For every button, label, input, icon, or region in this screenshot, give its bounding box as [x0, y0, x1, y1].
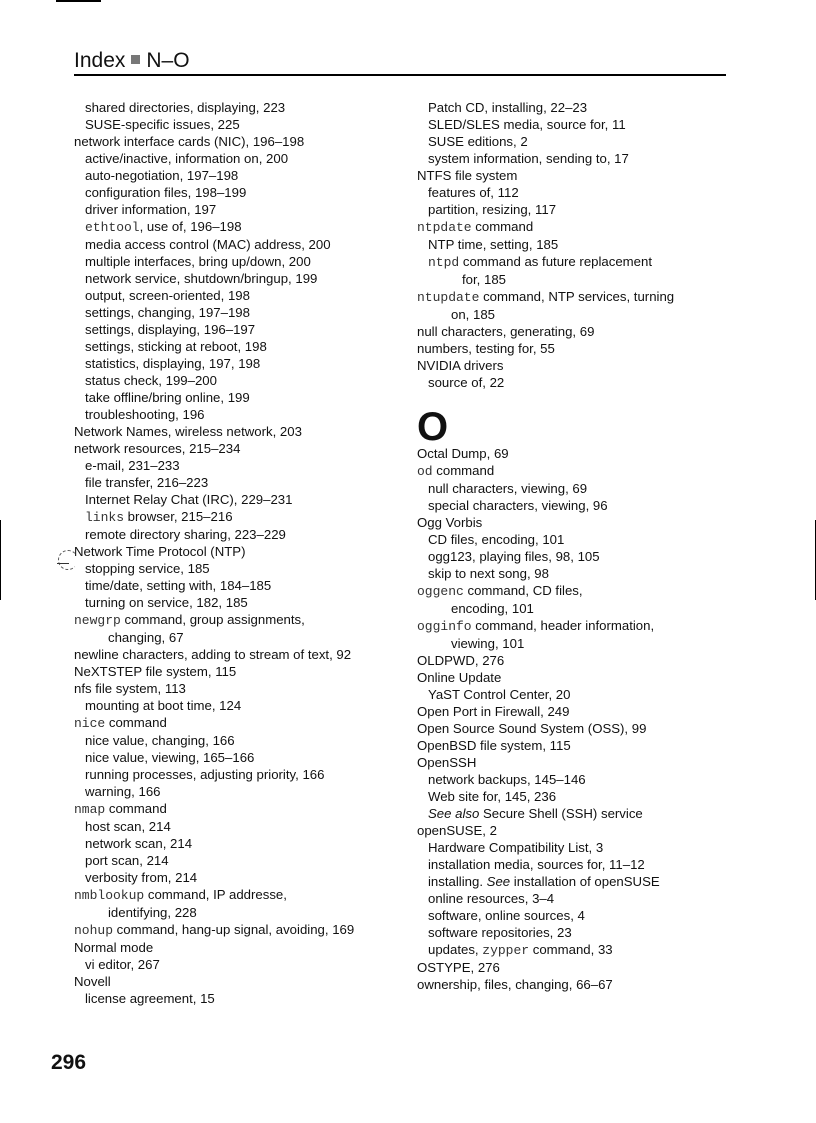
entry-text: OpenBSD file system, 115: [417, 738, 571, 753]
entry-text: Novell: [74, 974, 111, 989]
index-entry: [417, 374, 737, 391]
header-rule: [74, 74, 726, 76]
entry-text: turning on service, 182, 185: [85, 595, 248, 610]
index-entry: [74, 990, 404, 1007]
entry-text: openSUSE, 2: [417, 823, 497, 838]
index-entry: [74, 474, 404, 491]
command-name: od: [417, 464, 433, 479]
entry-text: command, 33: [529, 942, 613, 957]
index-entry: [74, 372, 404, 389]
command-name: ethtool: [85, 220, 140, 235]
entry-text: warning, 166: [85, 784, 161, 799]
entry-text: settings, sticking at reboot, 198: [85, 339, 267, 354]
index-entry: [417, 737, 737, 754]
command-name: newgrp: [74, 613, 121, 628]
entry-text: OLDPWD, 276: [417, 653, 505, 668]
command-name: ntpdate: [417, 220, 472, 235]
entry-text: Patch CD, installing, 22–23: [428, 100, 588, 115]
entry-text: network resources, 215–234: [74, 441, 241, 456]
entry-text: driver information, 197: [85, 202, 217, 217]
entry-text: software, online sources, 4: [428, 908, 585, 923]
index-entry: [417, 635, 737, 652]
entry-text: troubleshooting, 196: [85, 407, 205, 422]
index-entry: [74, 835, 404, 852]
entry-text: active/inactive, information on, 200: [85, 151, 289, 166]
index-entry: [74, 253, 404, 270]
index-entry: [74, 680, 404, 697]
index-entry: [74, 526, 404, 543]
entry-text: vi editor, 267: [85, 957, 160, 972]
index-entry: [74, 818, 404, 835]
entry-text: auto-negotiation, 197–198: [85, 168, 239, 183]
margin-dash-mark: [57, 563, 69, 564]
entry-text: running processes, adjusting priority, 166: [85, 767, 325, 782]
command-name: ogginfo: [417, 619, 472, 634]
entry-text: verbosity from, 214: [85, 870, 198, 885]
index-entry: [74, 184, 404, 201]
entry-text: statistics, displaying, 197, 198: [85, 356, 261, 371]
index-entry: [74, 389, 404, 406]
index-entry: [74, 218, 404, 236]
entry-text: Network Names, wireless network, 203: [74, 424, 302, 439]
entry-text: YaST Control Center, 20: [428, 687, 571, 702]
index-entry: [74, 150, 404, 167]
index-entry: [417, 167, 737, 184]
entry-text: command, hang-up signal, avoiding, 169: [113, 922, 355, 937]
entry-text: remote directory sharing, 223–229: [85, 527, 286, 542]
entry-text: Online Update: [417, 670, 502, 685]
index-entry: [74, 440, 404, 457]
entry-text: NeXTSTEP file system, 115: [74, 664, 237, 679]
left-crop-mark: [0, 520, 1, 600]
entry-text: time/date, setting with, 184–185: [85, 578, 272, 593]
entry-text: partition, resizing, 117: [428, 202, 557, 217]
index-entry: [417, 462, 737, 480]
entry-text: media access control (MAC) address, 200: [85, 237, 331, 252]
entry-text: command: [432, 463, 495, 478]
index-entry: [417, 941, 737, 959]
command-name: nmblookup: [74, 888, 145, 903]
entry-text: Normal mode: [74, 940, 154, 955]
entry-text: encoding, 101: [451, 601, 534, 616]
entry-text: nice value, viewing, 165–166: [85, 750, 255, 765]
entry-text: software repositories, 23: [428, 925, 572, 940]
index-entry: [417, 340, 737, 357]
entry-text: Internet Relay Chat (IRC), 229–231: [85, 492, 293, 507]
index-entry: [417, 236, 737, 253]
index-entry: [417, 771, 737, 788]
entry-text: e-mail, 231–233: [85, 458, 180, 473]
index-entry: [74, 646, 404, 663]
index-entry: [417, 150, 737, 167]
index-entry: [74, 491, 404, 508]
index-entry: [417, 788, 737, 805]
index-entry: [74, 133, 404, 150]
entry-text: features of, 112: [428, 185, 519, 200]
entry-text: command, group assignments,: [120, 612, 305, 627]
index-entry: [417, 907, 737, 924]
index-entry: [417, 565, 737, 582]
index-entry: [74, 423, 404, 440]
index-entry: [74, 611, 404, 629]
section-letter: O: [417, 405, 449, 449]
entry-text: installation of openSUSE: [510, 874, 660, 889]
entry-text: host scan, 214: [85, 819, 171, 834]
index-entry: [417, 873, 737, 890]
entry-text: command: [105, 801, 167, 816]
index-entry: [417, 703, 737, 720]
entry-text: CD files, encoding, 101: [428, 532, 565, 547]
entry-text: network backups, 145–146: [428, 772, 586, 787]
entry-text: Secure Shell (SSH) service: [479, 806, 643, 821]
index-entry: [417, 669, 737, 686]
square-bullet-icon: [131, 55, 140, 64]
entry-text: OpenSSH: [417, 755, 477, 770]
entry-text: installation media, sources for, 11–12: [428, 857, 645, 872]
index-entry: [417, 686, 737, 703]
entry-text: Open Port in Firewall, 249: [417, 704, 570, 719]
entry-text: SUSE editions, 2: [428, 134, 528, 149]
index-entry: [417, 306, 737, 323]
index-entry: [74, 321, 404, 338]
index-entry: [74, 629, 404, 646]
margin-annotation-mark: [58, 550, 78, 570]
command-name: nice: [74, 716, 106, 731]
entry-text: Open Source Sound System (OSS), 99: [417, 721, 647, 736]
entry-text: null characters, viewing, 69: [428, 481, 588, 496]
entry-text: NTP time, setting, 185: [428, 237, 559, 252]
entry-text: Web site for, 145, 236: [428, 789, 557, 804]
index-entry: [417, 99, 737, 116]
index-entry: [74, 236, 404, 253]
entry-text: command, NTP services, turning: [479, 289, 675, 304]
entry-text: file transfer, 216–223: [85, 475, 209, 490]
entry-text: viewing, 101: [451, 636, 525, 651]
index-entry: [74, 800, 404, 818]
entry-text: changing, 67: [108, 630, 184, 645]
top-crop-mark: [56, 0, 101, 2]
entry-text: output, screen-oriented, 198: [85, 288, 250, 303]
entry-text: command, IP addresse,: [144, 887, 287, 902]
index-entry: [74, 594, 404, 611]
entry-text: numbers, testing for, 55: [417, 341, 555, 356]
index-entry: [74, 406, 404, 423]
entry-text: ogg123, playing files, 98, 105: [428, 549, 600, 564]
index-entry: [74, 457, 404, 474]
command-name: zypper: [482, 943, 530, 958]
entry-text: configuration files, 198–199: [85, 185, 247, 200]
entry-text: command: [471, 219, 534, 234]
entry-text: Octal Dump, 69: [417, 446, 509, 461]
index-entry: [417, 253, 737, 271]
index-entry: [74, 973, 404, 990]
entry-text: command: [105, 715, 167, 730]
entry-text: installing.: [428, 874, 487, 889]
cross-reference: See also: [428, 806, 480, 821]
index-entry: [74, 886, 404, 904]
index-entry: [417, 497, 737, 514]
index-entry: [74, 355, 404, 372]
entry-text: skip to next song, 98: [428, 566, 549, 581]
running-header: [74, 48, 190, 74]
entry-text: multiple interfaces, bring up/down, 200: [85, 254, 311, 269]
index-entry: [417, 890, 737, 907]
index-entry: [74, 956, 404, 973]
index-entry: [74, 714, 404, 732]
index-entry: [74, 939, 404, 956]
index-entry: [417, 201, 737, 218]
index-column-left: [74, 99, 404, 1007]
entry-text: Hardware Compatibility List, 3: [428, 840, 604, 855]
entry-text: Ogg Vorbis: [417, 515, 483, 530]
command-name: nmap: [74, 802, 106, 817]
index-entry: [417, 805, 737, 822]
index-entry: [74, 287, 404, 304]
index-entry: [417, 822, 737, 839]
header-range: N–O: [146, 49, 190, 72]
index-entry: [417, 959, 737, 976]
entry-text: , use of, 196–198: [139, 219, 242, 234]
index-entry: [417, 924, 737, 941]
index-entry: [417, 856, 737, 873]
entry-text: online resources, 3–4: [428, 891, 555, 906]
entry-text: newline characters, adding to stream of text, 92: [74, 647, 352, 662]
header-section: Index: [74, 49, 126, 72]
index-entry: [417, 600, 737, 617]
index-entry: [74, 560, 404, 577]
entry-text: network scan, 214: [85, 836, 193, 851]
entry-text: OSTYPE, 276: [417, 960, 500, 975]
entry-text: NVIDIA drivers: [417, 358, 504, 373]
entry-text: settings, changing, 197–198: [85, 305, 250, 320]
index-entry: [417, 548, 737, 565]
index-group-n-continued: [417, 99, 737, 391]
entry-text: command, CD files,: [463, 583, 583, 598]
entry-text: license agreement, 15: [85, 991, 215, 1006]
index-entry: [74, 663, 404, 680]
index-entry: [74, 577, 404, 594]
index-entry: [74, 697, 404, 714]
index-entry: [417, 116, 737, 133]
entry-text: on, 185: [451, 307, 495, 322]
index-entry: [74, 304, 404, 321]
entry-text: stopping service, 185: [85, 561, 210, 576]
index-entry: [417, 652, 737, 669]
index-entry: [74, 921, 404, 939]
index-entry: [417, 218, 737, 236]
entry-text: settings, displaying, 196–197: [85, 322, 256, 337]
index-entry: [74, 749, 404, 766]
entry-text: NTFS file system: [417, 168, 518, 183]
entry-text: special characters, viewing, 96: [428, 498, 608, 513]
entry-text: Network Time Protocol (NTP): [74, 544, 246, 559]
index-entry: [417, 582, 737, 600]
index-entry: [417, 184, 737, 201]
index-entry: [417, 839, 737, 856]
entry-text: shared directories, displaying, 223: [85, 100, 286, 115]
index-entry: [417, 445, 737, 462]
index-entry: [417, 531, 737, 548]
index-group-o: [417, 445, 737, 993]
index-entry: [74, 270, 404, 287]
index-entry: [417, 976, 737, 993]
index-entry: [417, 720, 737, 737]
entry-text: updates,: [428, 942, 483, 957]
index-entry: [74, 732, 404, 749]
cross-reference: See: [486, 874, 511, 889]
index-entry: [417, 514, 737, 531]
entry-text: network interface cards (NIC), 196–198: [74, 134, 305, 149]
index-entry: [74, 543, 404, 560]
command-name: ntupdate: [417, 290, 480, 305]
page-number: 296: [51, 1051, 87, 1074]
command-name: nohup: [74, 923, 114, 938]
entry-text: browser, 215–216: [124, 509, 233, 524]
index-entry: [74, 201, 404, 218]
entry-text: source of, 22: [428, 375, 505, 390]
entry-text: command, header information,: [471, 618, 655, 633]
index-entry: [417, 480, 737, 497]
index-entry: [417, 754, 737, 771]
entry-text: identifying, 228: [108, 905, 197, 920]
entry-text: take offline/bring online, 199: [85, 390, 250, 405]
index-entry: [74, 116, 404, 133]
index-entry: [74, 99, 404, 116]
entry-text: command as future replacement: [459, 254, 652, 269]
index-entry: [74, 167, 404, 184]
index-entry: [417, 271, 737, 288]
entry-text: ownership, files, changing, 66–67: [417, 977, 613, 992]
index-entry: [74, 338, 404, 355]
command-name: links: [85, 510, 125, 525]
entry-text: system information, sending to, 17: [428, 151, 629, 166]
entry-text: port scan, 214: [85, 853, 169, 868]
index-entry: [74, 904, 404, 921]
index-entry: [74, 869, 404, 886]
entry-text: SUSE-specific issues, 225: [85, 117, 240, 132]
entry-text: status check, 199–200: [85, 373, 217, 388]
index-entry: [417, 133, 737, 150]
entry-text: nfs file system, 113: [74, 681, 186, 696]
index-entry: [74, 852, 404, 869]
command-name: ntpd: [428, 255, 460, 270]
index-column-right: [417, 99, 737, 993]
index-entry: [417, 357, 737, 374]
entry-text: for, 185: [462, 272, 506, 287]
entry-text: SLED/SLES media, source for, 11: [428, 117, 626, 132]
entry-text: mounting at boot time, 124: [85, 698, 242, 713]
entry-text: network service, shutdown/bringup, 199: [85, 271, 318, 286]
index-entry: [74, 783, 404, 800]
command-name: oggenc: [417, 584, 464, 599]
index-entry: [74, 508, 404, 526]
entry-text: null characters, generating, 69: [417, 324, 595, 339]
entry-text: nice value, changing, 166: [85, 733, 235, 748]
index-entry: [417, 288, 737, 306]
index-entry: [417, 323, 737, 340]
index-entry: [74, 766, 404, 783]
index-entry: [417, 617, 737, 635]
